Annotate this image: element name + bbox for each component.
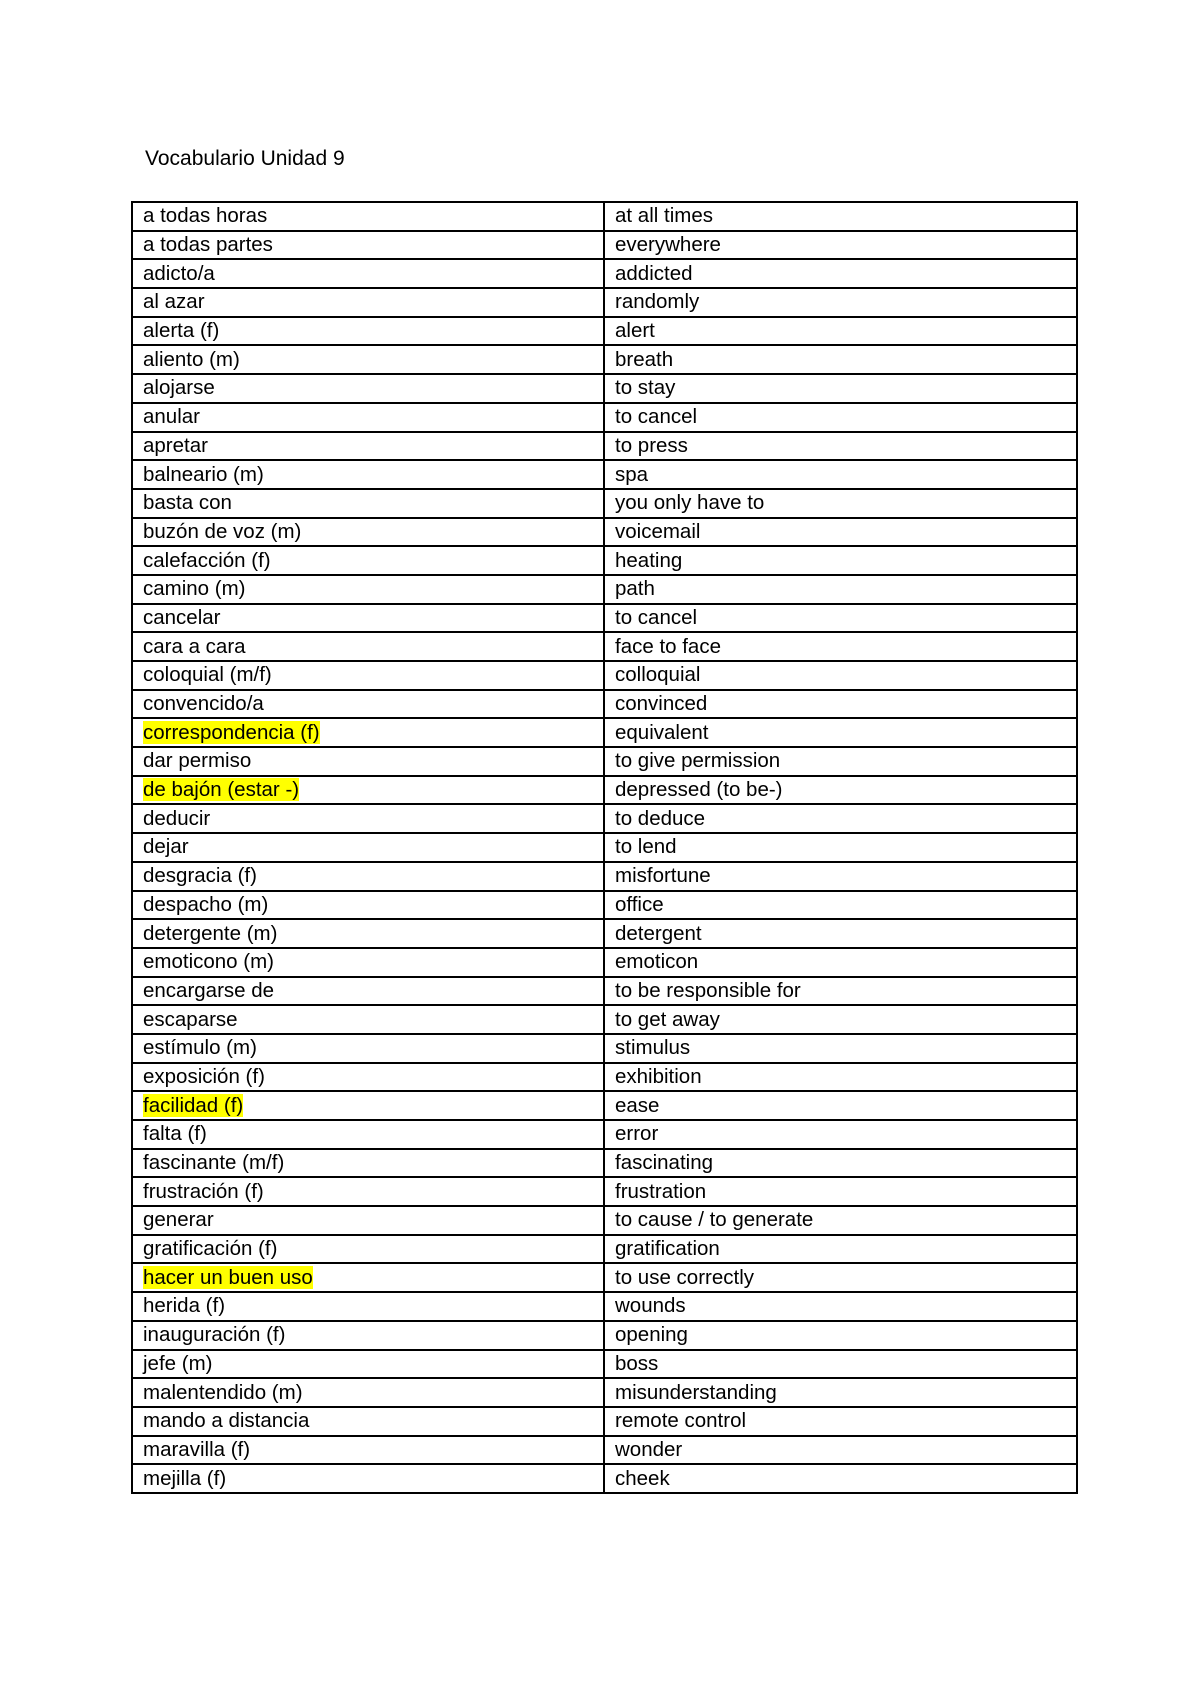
table-row	[132, 374, 1077, 403]
english-translation-cell	[604, 948, 1077, 977]
table-row	[132, 1005, 1077, 1034]
english-translation-cell	[604, 776, 1077, 805]
highlighted-spanish-term: correspondencia (f)	[143, 720, 320, 744]
english-translation-cell	[604, 231, 1077, 260]
english-translation: you only have to	[615, 491, 765, 515]
english-translation: at all times	[615, 204, 713, 228]
english-translation: colloquial	[615, 663, 701, 687]
english-translation-cell	[604, 919, 1077, 948]
english-translation: everywhere	[615, 233, 721, 257]
english-translation: error	[615, 1122, 659, 1146]
spanish-term: mando a distancia	[143, 1409, 310, 1433]
spanish-term-cell	[132, 546, 604, 575]
english-translation: office	[615, 892, 664, 916]
highlighted-spanish-term: facilidad (f)	[143, 1093, 244, 1117]
english-translation: randomly	[615, 290, 700, 314]
english-translation-cell	[604, 1292, 1077, 1321]
english-translation: cheek	[615, 1466, 670, 1490]
english-translation-cell	[604, 317, 1077, 346]
table-row	[132, 1464, 1077, 1493]
spanish-term-cell	[132, 202, 604, 231]
english-translation-cell	[604, 374, 1077, 403]
spanish-term: coloquial (m/f)	[143, 663, 272, 687]
spanish-term-cell	[132, 690, 604, 719]
spanish-term-cell	[132, 977, 604, 1006]
spanish-term-cell	[132, 1436, 604, 1465]
table-row	[132, 288, 1077, 317]
spanish-term: desgracia (f)	[143, 864, 257, 888]
spanish-term: exposición (f)	[143, 1064, 265, 1088]
spanish-term: malentendido (m)	[143, 1380, 303, 1404]
english-translation: to give permission	[615, 749, 781, 773]
spanish-term-cell	[132, 1063, 604, 1092]
english-translation-cell	[604, 1235, 1077, 1264]
spanish-term: aliento (m)	[143, 347, 240, 371]
english-translation-cell	[604, 632, 1077, 661]
english-translation-cell	[604, 604, 1077, 633]
english-translation-cell	[604, 1177, 1077, 1206]
spanish-term-cell	[132, 1091, 604, 1120]
table-row	[132, 1378, 1077, 1407]
highlighted-spanish-term: hacer un buen uso	[143, 1265, 313, 1289]
spanish-term: emoticono (m)	[143, 950, 275, 974]
spanish-term-cell	[132, 1407, 604, 1436]
table-row	[132, 317, 1077, 346]
english-translation-cell	[604, 460, 1077, 489]
table-row	[132, 948, 1077, 977]
table-row	[132, 345, 1077, 374]
english-translation-cell	[604, 403, 1077, 432]
english-translation: detergent	[615, 921, 702, 945]
spanish-term: maravilla (f)	[143, 1437, 251, 1461]
table-row	[132, 1321, 1077, 1350]
spanish-term: deducir	[143, 806, 211, 830]
spanish-term: fascinante (m/f)	[143, 1151, 285, 1175]
table-row	[132, 1091, 1077, 1120]
spanish-term: calefacción (f)	[143, 548, 271, 572]
spanish-term-cell	[132, 1206, 604, 1235]
english-translation-cell	[604, 202, 1077, 231]
spanish-term: inauguración (f)	[143, 1323, 286, 1347]
spanish-term-cell	[132, 604, 604, 633]
table-row	[132, 977, 1077, 1006]
english-translation: gratification	[615, 1237, 720, 1261]
spanish-term-cell	[132, 1321, 604, 1350]
spanish-term-cell	[132, 518, 604, 547]
spanish-term-cell	[132, 403, 604, 432]
spanish-term: jefe (m)	[143, 1351, 213, 1375]
table-row	[132, 231, 1077, 260]
spanish-term-cell	[132, 718, 604, 747]
english-translation-cell	[604, 1378, 1077, 1407]
english-translation-cell	[604, 1464, 1077, 1493]
english-translation-cell	[604, 288, 1077, 317]
spanish-term-cell	[132, 374, 604, 403]
spanish-term: falta (f)	[143, 1122, 207, 1146]
english-translation-cell	[604, 1034, 1077, 1063]
spanish-term-cell	[132, 1263, 604, 1292]
english-translation-cell	[604, 1436, 1077, 1465]
spanish-term: gratificación (f)	[143, 1237, 278, 1261]
spanish-term-cell	[132, 1120, 604, 1149]
english-translation-cell	[604, 891, 1077, 920]
spanish-term: detergente (m)	[143, 921, 278, 945]
spanish-term: cancelar	[143, 605, 221, 629]
english-translation-cell	[604, 1321, 1077, 1350]
spanish-term: adicto/a	[143, 261, 215, 285]
table-row	[132, 804, 1077, 833]
english-translation-cell	[604, 546, 1077, 575]
spanish-term: dejar	[143, 835, 189, 859]
english-translation-cell	[604, 833, 1077, 862]
table-row	[132, 1177, 1077, 1206]
english-translation: wonder	[615, 1437, 683, 1461]
spanish-term: a todas partes	[143, 233, 273, 257]
english-translation: alert	[615, 319, 655, 343]
spanish-term: generar	[143, 1208, 214, 1232]
english-translation-cell	[604, 575, 1077, 604]
english-translation: ease	[615, 1093, 660, 1117]
english-translation: to cancel	[615, 605, 698, 629]
table-row	[132, 1407, 1077, 1436]
english-translation: exhibition	[615, 1064, 702, 1088]
spanish-term: buzón de voz (m)	[143, 519, 302, 543]
spanish-term-cell	[132, 804, 604, 833]
english-translation: equivalent	[615, 720, 709, 744]
spanish-term: herida (f)	[143, 1294, 226, 1318]
spanish-term: alerta (f)	[143, 319, 220, 343]
table-row	[132, 1235, 1077, 1264]
table-row	[132, 403, 1077, 432]
spanish-term-cell	[132, 747, 604, 776]
spanish-term-cell	[132, 1378, 604, 1407]
english-translation-cell	[604, 1063, 1077, 1092]
english-translation: to get away	[615, 1007, 720, 1031]
table-row	[132, 1206, 1077, 1235]
spanish-term: mejilla (f)	[143, 1466, 227, 1490]
english-translation: frustration	[615, 1179, 707, 1203]
spanish-term-cell	[132, 317, 604, 346]
english-translation: to deduce	[615, 806, 706, 830]
english-translation-cell	[604, 804, 1077, 833]
spanish-term: convencido/a	[143, 692, 264, 716]
english-translation-cell	[604, 661, 1077, 690]
spanish-term-cell	[132, 259, 604, 288]
english-translation-cell	[604, 345, 1077, 374]
english-translation: to stay	[615, 376, 676, 400]
table-row	[132, 1034, 1077, 1063]
english-translation: fascinating	[615, 1151, 714, 1175]
spanish-term-cell	[132, 948, 604, 977]
spanish-term: despacho (m)	[143, 892, 269, 916]
spanish-term: alojarse	[143, 376, 215, 400]
table-row	[132, 575, 1077, 604]
spanish-term: encargarse de	[143, 978, 275, 1002]
table-row	[132, 776, 1077, 805]
spanish-term-cell	[132, 231, 604, 260]
spanish-term: escaparse	[143, 1007, 238, 1031]
english-translation: to cancel	[615, 405, 698, 429]
english-translation-cell	[604, 1206, 1077, 1235]
spanish-term-cell	[132, 460, 604, 489]
table-row	[132, 432, 1077, 461]
english-translation: emoticon	[615, 950, 699, 974]
table-row	[132, 259, 1077, 288]
spanish-term: frustración (f)	[143, 1179, 264, 1203]
english-translation-cell	[604, 518, 1077, 547]
table-row	[132, 546, 1077, 575]
spanish-term-cell	[132, 891, 604, 920]
table-row	[132, 747, 1077, 776]
spanish-term-cell	[132, 432, 604, 461]
english-translation: remote control	[615, 1409, 747, 1433]
english-translation-cell	[604, 718, 1077, 747]
table-row	[132, 632, 1077, 661]
english-translation: spa	[615, 462, 649, 486]
highlighted-spanish-term: de bajón (estar -)	[143, 778, 300, 802]
vocabulary-table-body	[132, 202, 1077, 1493]
english-translation-cell	[604, 489, 1077, 518]
english-translation: to be responsible for	[615, 978, 801, 1002]
spanish-term: a todas horas	[143, 204, 268, 228]
english-translation: convinced	[615, 692, 708, 716]
spanish-term-cell	[132, 776, 604, 805]
english-translation: wounds	[615, 1294, 686, 1318]
spanish-term-cell	[132, 1350, 604, 1379]
english-translation-cell	[604, 862, 1077, 891]
vocabulary-table	[131, 201, 1078, 1494]
english-translation-cell	[604, 1091, 1077, 1120]
table-row	[132, 862, 1077, 891]
spanish-term-cell	[132, 1034, 604, 1063]
english-translation: to use correctly	[615, 1265, 754, 1289]
spanish-term-cell	[132, 575, 604, 604]
english-translation-cell	[604, 747, 1077, 776]
english-translation: depressed (to be-)	[615, 778, 783, 802]
english-translation: opening	[615, 1323, 688, 1347]
english-translation-cell	[604, 690, 1077, 719]
spanish-term-cell	[132, 1464, 604, 1493]
spanish-term-cell	[132, 1149, 604, 1178]
spanish-term-cell	[132, 1177, 604, 1206]
english-translation-cell	[604, 1149, 1077, 1178]
table-row	[132, 1063, 1077, 1092]
table-row	[132, 1436, 1077, 1465]
spanish-term: cara a cara	[143, 634, 246, 658]
table-row	[132, 718, 1077, 747]
english-translation: misfortune	[615, 864, 711, 888]
spanish-term: estímulo (m)	[143, 1036, 257, 1060]
page-title: Vocabulario Unidad 9	[145, 147, 345, 170]
spanish-term-cell	[132, 661, 604, 690]
spanish-term: al azar	[143, 290, 205, 314]
english-translation: path	[615, 577, 655, 601]
spanish-term-cell	[132, 1292, 604, 1321]
spanish-term-cell	[132, 345, 604, 374]
spanish-term-cell	[132, 632, 604, 661]
english-translation-cell	[604, 259, 1077, 288]
table-row	[132, 460, 1077, 489]
english-translation-cell	[604, 1263, 1077, 1292]
spanish-term: basta con	[143, 491, 232, 515]
english-translation-cell	[604, 432, 1077, 461]
table-row	[132, 919, 1077, 948]
english-translation-cell	[604, 1005, 1077, 1034]
table-row	[132, 661, 1077, 690]
english-translation: face to face	[615, 634, 721, 658]
spanish-term: anular	[143, 405, 200, 429]
table-row	[132, 690, 1077, 719]
table-row	[132, 604, 1077, 633]
table-row	[132, 833, 1077, 862]
english-translation: addicted	[615, 261, 693, 285]
spanish-term: camino (m)	[143, 577, 246, 601]
english-translation: misunderstanding	[615, 1380, 777, 1404]
table-row	[132, 891, 1077, 920]
english-translation: to lend	[615, 835, 677, 859]
english-translation: boss	[615, 1351, 659, 1375]
spanish-term-cell	[132, 1235, 604, 1264]
english-translation: to press	[615, 433, 688, 457]
english-translation: stimulus	[615, 1036, 691, 1060]
english-translation: heating	[615, 548, 683, 572]
english-translation: voicemail	[615, 519, 701, 543]
table-row	[132, 1292, 1077, 1321]
english-translation-cell	[604, 1350, 1077, 1379]
table-row	[132, 1149, 1077, 1178]
table-row	[132, 202, 1077, 231]
english-translation-cell	[604, 977, 1077, 1006]
english-translation: to cause / to generate	[615, 1208, 814, 1232]
english-translation: breath	[615, 347, 674, 371]
table-row	[132, 1350, 1077, 1379]
spanish-term-cell	[132, 1005, 604, 1034]
spanish-term: balneario (m)	[143, 462, 264, 486]
spanish-term-cell	[132, 862, 604, 891]
spanish-term-cell	[132, 919, 604, 948]
spanish-term-cell	[132, 833, 604, 862]
table-row	[132, 518, 1077, 547]
spanish-term-cell	[132, 489, 604, 518]
english-translation-cell	[604, 1407, 1077, 1436]
spanish-term: apretar	[143, 433, 208, 457]
table-row	[132, 1263, 1077, 1292]
spanish-term: dar permiso	[143, 749, 252, 773]
table-row	[132, 489, 1077, 518]
english-translation-cell	[604, 1120, 1077, 1149]
spanish-term-cell	[132, 288, 604, 317]
table-row	[132, 1120, 1077, 1149]
